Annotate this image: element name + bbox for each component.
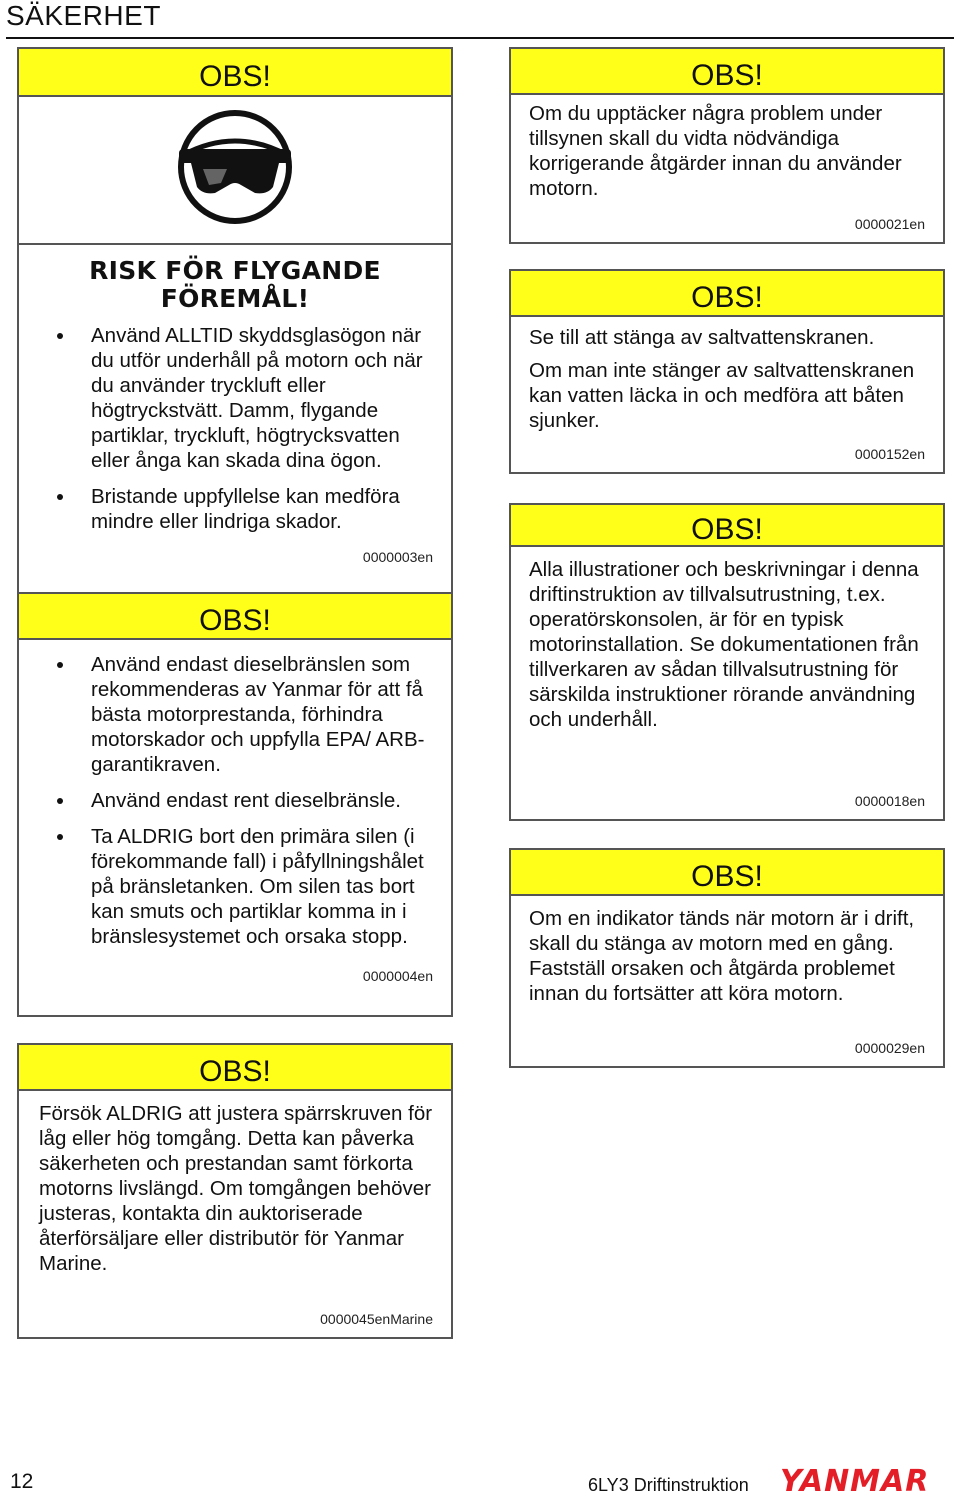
list-item: Använd endast rent dieselbränsle. xyxy=(37,788,433,813)
notice-subsection-fuel xyxy=(19,592,451,997)
list-item: Bristande uppfyllelse kan medföra mindre eller lindriga skador. xyxy=(37,484,433,534)
reference-code: 0000004en xyxy=(362,968,433,984)
risk-title-line-2: FÖREMÅL! xyxy=(160,284,310,313)
notice-box-illustrations xyxy=(509,503,945,821)
reference-code: 0000152en xyxy=(854,446,925,462)
notice-text: Alla illustrationer och beskrivningar i denna driftinstruktion av tillvalsutrustning, t.ex. operatörskonsolen, är för en typisk motorinstallation. Se dokumentationen från tillverkaren av sådan tillvalsutrustning för särskilda instruktioner rörande användning och underhåll. xyxy=(529,558,919,731)
notice-text: Om man inte stänger av saltvattenskranen kan vatten läcka in och medföra att båten sjunker. xyxy=(529,359,915,432)
brand-logo: YANMAR xyxy=(780,1464,930,1499)
notice-text: Om du upptäcker några problem under tillsynen skall du vidta nödvändiga korrigerande åtgärder innan du använder motorn. xyxy=(529,102,902,200)
reference-code: 0000003en xyxy=(362,549,433,565)
notice-header: OBS! xyxy=(19,1045,451,1091)
notice-box-eye-protection xyxy=(17,47,453,1017)
notice-box-seawater-cock xyxy=(509,269,945,474)
list-item: Använd ALLTID skyddsglasögon när du utför underhåll på motorn och när du använder tryckluft eller högtryckstvätt. Damm, flygande partiklar, tryckluft, högtrycksvatten eller ånga kan skada dina ögon. xyxy=(37,323,433,473)
notice-text: Se till att stänga av saltvattenskranen. xyxy=(529,326,875,349)
notice-header: OBS! xyxy=(511,271,943,317)
risk-title-line-1: RISK FÖR FLYGANDE xyxy=(89,256,381,285)
notice-box-inspection xyxy=(509,47,945,244)
page-title: SÄKERHET xyxy=(6,0,161,31)
notice-box-idle-adjustment xyxy=(17,1043,453,1339)
reference-code: 0000021en xyxy=(854,216,925,232)
title-divider xyxy=(6,37,954,39)
notice-header: OBS! xyxy=(511,49,943,95)
reference-code: 0000045enMarine xyxy=(320,1311,433,1327)
notice-text: Försök ALDRIG att justera spärrskruven för låg eller hög tomgång. Detta kan påverka säkerheten och prestandan samt förkorta motorns livslängd. Om tomgången behöver justeras, kontakta din auktoriserade återförsäljare eller distributör för Yanmar Marine. xyxy=(39,1102,433,1275)
reference-code: 0000029en xyxy=(854,1040,925,1056)
notice-header: OBS! xyxy=(19,49,451,97)
reference-code: 0000018en xyxy=(854,793,925,809)
document-title: 6LY3 Driftinstruktion xyxy=(588,1475,749,1495)
notice-header: OBS! xyxy=(511,505,943,547)
risk-title xyxy=(37,257,433,313)
warning-panel xyxy=(19,103,451,245)
list-item: Ta ALDRIG bort den primära silen (i förekommande fall) i påfyllningshålet på bränsletanken. Om silen tas bort kan smuts och partiklar komma in i bränslesystemet och orsaka stopp. xyxy=(37,824,433,949)
page-number: 12 xyxy=(10,1470,34,1493)
notice-text: Om en indikator tänds när motorn är i drift, skall du stänga av motorn med en gång. Fastställ orsaken och åtgärda problemet innan du fortsätter att köra motorn. xyxy=(529,907,915,1005)
list-item: Använd endast dieselbränslen som rekommenderas av Yanmar för att få bästa motorprestanda, förhindra motorskador och uppfylla EPA/ ARB-garantikraven. xyxy=(37,652,433,777)
notice-header: OBS! xyxy=(511,850,943,896)
safety-goggles-icon xyxy=(175,103,295,231)
notice-box-indicator xyxy=(509,848,945,1068)
notice-header: OBS! xyxy=(19,594,451,640)
